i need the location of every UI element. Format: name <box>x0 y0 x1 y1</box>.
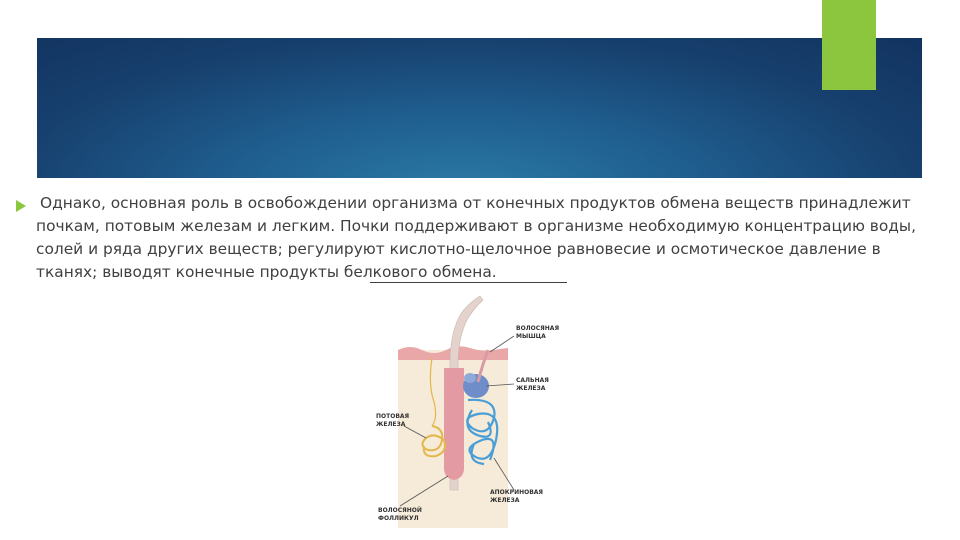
text-underline <box>370 282 567 283</box>
hair-follicle <box>444 368 464 480</box>
skin-glands-diagram <box>370 290 570 530</box>
body-paragraph: Однако, основная роль в освобождении организма от конечных продуктов обмена веществ принадлежит почкам, потовым железам и легким. Почки поддерживают в организме необходимую концентрацию воды, солей и ряда других веществ; регулируют кислотно-щелочное равновесие и осмотическое давление в тканях; выводят конечные продукты белкового обмена. <box>36 194 916 281</box>
label-hair-muscle-2: МЫШЦА <box>516 333 546 340</box>
skin-glands-figure <box>370 290 570 530</box>
label-follicle-1: ВОЛОСЯНОЙ <box>378 507 422 514</box>
triangle-bullet-icon <box>16 200 26 212</box>
accent-bar <box>822 0 876 90</box>
label-follicle-2: ФОЛЛИКУЛ <box>378 515 419 522</box>
label-sebaceous-1: САЛЬНАЯ <box>516 377 549 384</box>
label-sweat-1: ПОТОВАЯ <box>376 413 410 420</box>
label-apocrine-2: ЖЕЛЕЗА <box>490 497 520 504</box>
label-hair-muscle-1: ВОЛОСЯНАЯ <box>516 325 560 332</box>
label-sebaceous-2: ЖЕЛЕЗА <box>516 385 546 392</box>
label-apocrine-1: АПОКРИНОВАЯ <box>490 489 544 496</box>
header-band <box>37 38 922 178</box>
label-sweat-2: ЖЕЛЕЗА <box>376 421 406 428</box>
